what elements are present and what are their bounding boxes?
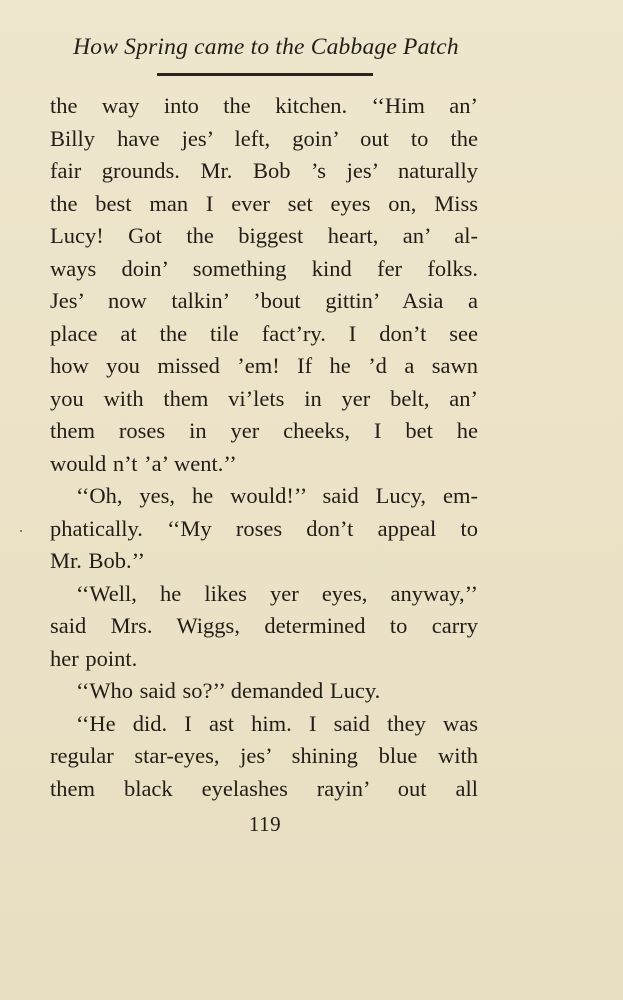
text-line: fair grounds. Mr. Bob ’s jes’ naturally	[50, 158, 478, 183]
text-line: the way into the kitchen. ‘‘Him an’	[50, 93, 478, 118]
text-line: ‘‘Oh, yes, he would!’’ said Lucy, em-	[76, 483, 478, 508]
text-line: said Mrs. Wiggs, determined to carry	[50, 613, 478, 638]
paper-speck	[20, 530, 22, 532]
text-line: the best man I ever set eyes on, Miss	[50, 190, 478, 216]
text-line: her point.	[50, 645, 138, 671]
text-line: ‘‘He did. I ast him. I said they was	[76, 710, 478, 736]
text-line: Jes’ now talkin’ ’bout gittin’ Asia a	[50, 288, 478, 313]
text-line: Billy have jes’ left, goin’ out to the	[50, 125, 478, 151]
page-number: 119	[248, 812, 282, 836]
text-line: ‘‘Who said so?’’ demanded Lucy.	[76, 678, 381, 703]
text-line: phatically. ‘‘My roses don’t appeal to	[50, 515, 478, 541]
body-text	[50, 90, 478, 805]
text-line: Mr. Bob.’’	[50, 548, 145, 573]
text-line: you with them vi’lets in yer belt, an’	[50, 385, 478, 411]
text-line: ‘‘Well, he likes yer eyes, anyway,’’	[76, 580, 478, 606]
text-line: place at the tile fact’ry. I don’t see	[50, 320, 478, 346]
text-line: would n’t ’a’ went.’’	[50, 450, 237, 476]
text-line: Lucy! Got the biggest heart, an’ al-	[50, 223, 478, 248]
text-line: them roses in yer cheeks, I bet he	[50, 418, 478, 443]
text-line: how you missed ’em! If he ’d a sawn	[50, 353, 478, 378]
text-line: ways doin’ something kind fer folks.	[50, 255, 478, 281]
text-line: them black eyelashes rayin’ out all	[50, 775, 478, 801]
text-line: regular star-eyes, jes’ shining blue with	[50, 743, 478, 768]
running-head: How Spring came to the Cabbage Patch	[73, 34, 459, 60]
header-rule	[157, 73, 373, 76]
